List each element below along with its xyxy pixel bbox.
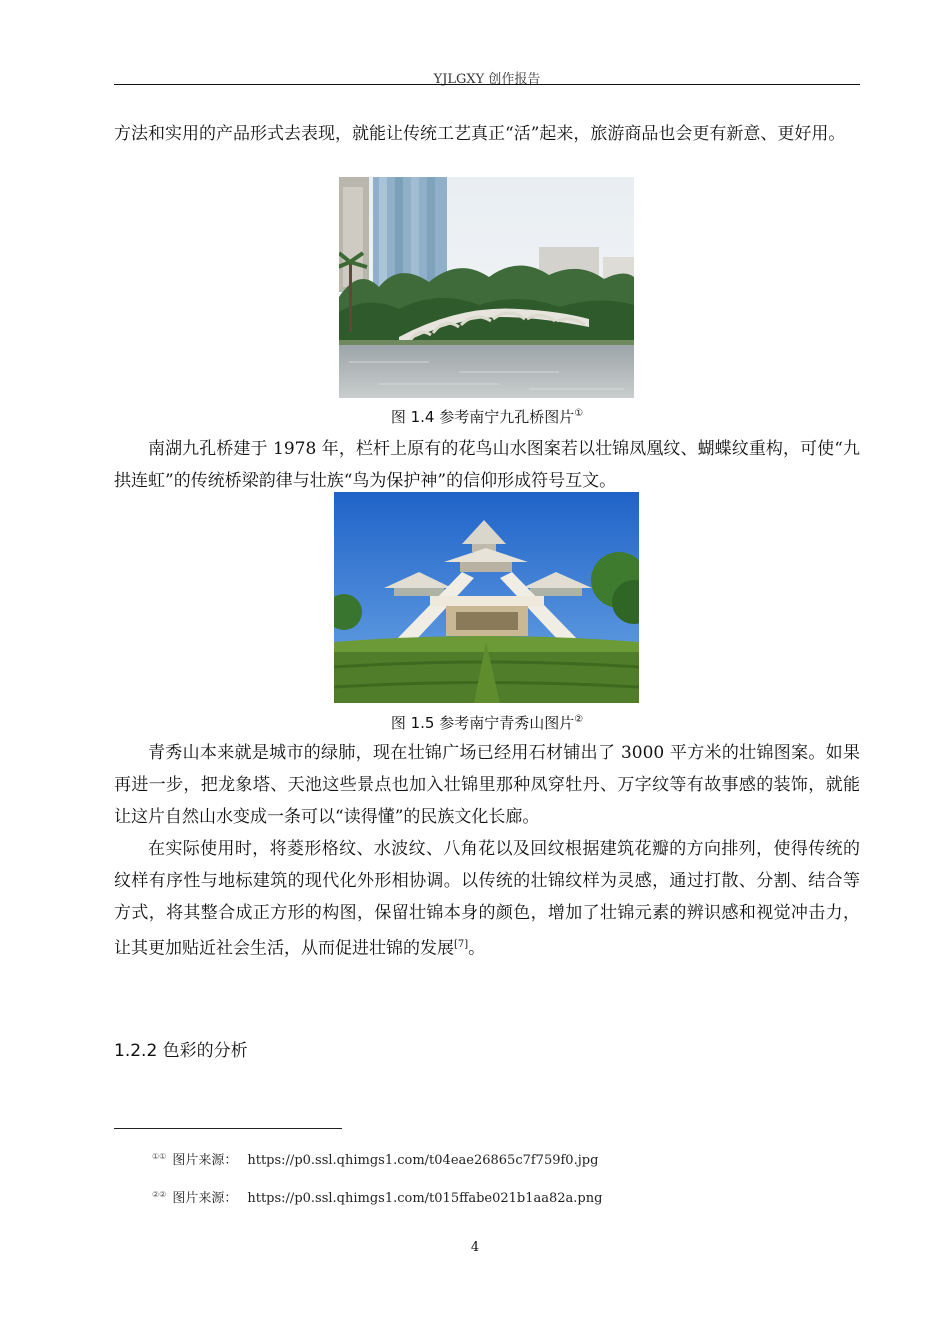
figure-1-4-caption-text: 图 1.4 参考南宁九孔桥图片 [390,408,575,426]
figure-1-5-caption [114,712,860,733]
footnote-2-label: 图片来源： [172,1191,238,1206]
footnote-rule [114,1128,342,1129]
footnote-1-label: 图片来源： [172,1153,238,1168]
figure-1-4-caption [114,406,860,427]
section-heading: 1.2.2 色彩的分析 [114,1041,248,1061]
figure-1-4-note-mark: ① [574,408,584,419]
figure-1-5-caption-text: 图 1.5 参考南宁青秀山图片 [390,714,575,732]
paragraph-4-end: 。 [468,938,486,959]
header-rule [114,84,860,85]
qingxiu-mountain-photo [334,492,639,703]
running-header: YJLGXY 创作报告 [433,72,541,87]
footnote-2 [152,1187,602,1206]
footnote-1-url[interactable]: https://p0.ssl.qhimgs1.com/t04eae26865c7f759f0.jpg [247,1153,599,1168]
paragraph-2: 南湖九孔桥建于 1978 年，栏杆上原有的花鸟山水图案若以壮锦凤凰纹、蝴蝶纹重构，可使“九拱连虹”的传统桥梁韵律与壮族“鸟为保护神”的信仰形成符号互文。 [114,439,860,491]
bridge-photo [339,177,634,398]
footnote-1-mark: ①① [152,1151,167,1161]
footnote-2-url[interactable]: https://p0.ssl.qhimgs1.com/t015ffabe021b1aa82a.png [247,1191,603,1206]
page-number: 4 [470,1240,480,1255]
paragraph-1: 方法和实用的产品形式去表现，就能让传统工艺真正“活”起来，旅游商品也会更有新意、更好用。 [114,124,846,144]
paragraph-4 [114,833,860,965]
figure-1-5-note-mark: ② [574,714,584,725]
citation-7[interactable]: [7] [454,939,469,950]
footnote-1 [152,1149,598,1168]
footnote-2-mark: ②② [152,1189,167,1199]
paragraph-4-text: 在实际使用时，将菱形格纹、水波纹、八角花以及回纹根据建筑花瓣的方向排列，使得传统的纹样有序性与地标建筑的现代化外形相协调。以传统的壮锦纹样为灵感，通过打散、分割、结合等方式，将其整合成正方形的构图，保留壮锦本身的颜色，增加了壮锦元素的辨识感和视觉冲击力，让其更加贴近社会生活，从而促进壮锦的发展 [114,839,860,959]
paragraph-3: 青秀山本来就是城市的绿肺，现在壮锦广场已经用石材铺出了 3000 平方米的壮锦图案。如果再进一步，把龙象塔、天池这些景点也加入壮锦里那种凤穿牡丹、万字纹等有故事感的装饰，就能让这片自然山水变成一条可以“读得懂”的民族文化长廊。 [114,743,860,827]
